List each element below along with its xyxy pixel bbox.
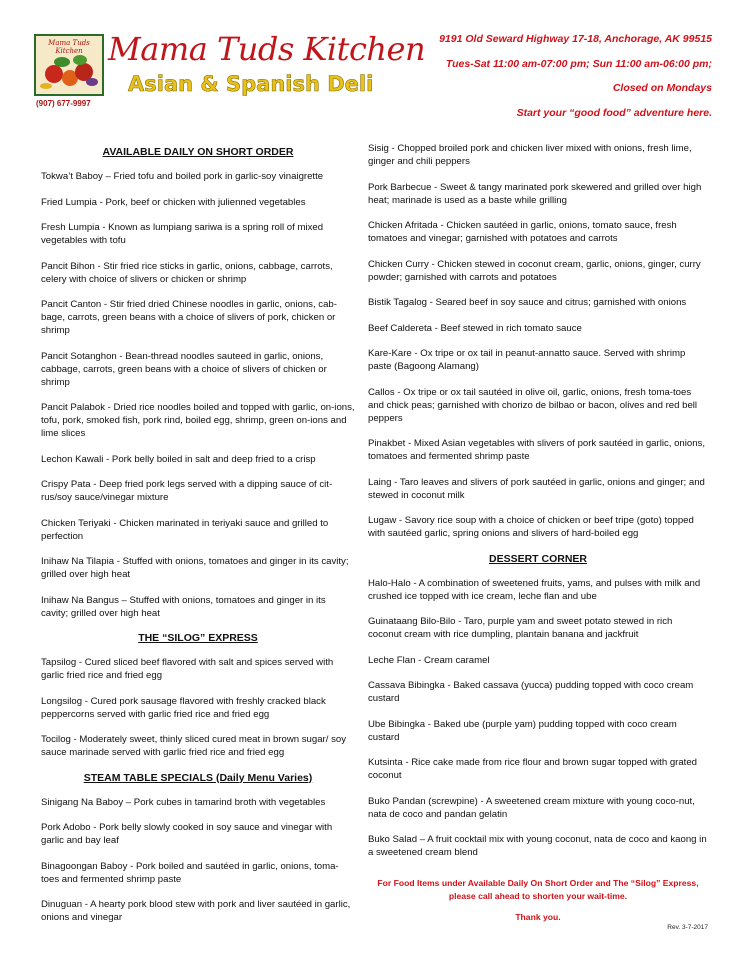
menu-item: Dinuguan - A hearty pork blood stew with pork and liver sautéed in garlic, onions and vinegar xyxy=(41,899,351,923)
closed-days: Closed on Mondays xyxy=(612,82,712,94)
menu-item: Cassava Bibingka - Baked cassava (yucca) pudding topped with coco cream custard xyxy=(368,680,694,704)
menu-item: Pancit Sotanghon - Bean-thread noodles sauteed in garlic, onions, cabbage, carrots, green beans with a choice of slivers of chicken or shrimp xyxy=(41,350,327,388)
menu-item: Kare-Kare - Ox tripe or ox tail in peanut-annatto sauce. Served with shrimp paste (Bagoong Alamang) xyxy=(368,348,686,372)
note-line-1: For Food Items under Available Daily On Short Order and The “Silog” Express, xyxy=(377,878,699,888)
silog-heading: THE “SILOG” EXPRESS xyxy=(138,632,258,644)
menu-item: Crispy Pata - Deep fried pork legs served with a dipping sauce of cit-rus/soy sauce/vinegar mixture xyxy=(41,479,333,503)
menu-item: Chicken Curry - Chicken stewed in coconut cream, garlic, onions, ginger, curry powder; garnished with carrots and potatoes xyxy=(368,258,701,283)
menu-item: Chicken Teriyaki - Chicken marinated in teriyaki sauce and grilled to perfection xyxy=(41,517,329,542)
hours: Tues-Sat 11:00 am-07:00 pm; Sun 11:00 am-06:00 pm; xyxy=(445,57,712,70)
menu-item: Pancit Palabok - Dried rice noodles boiled and topped with garlic, on-ions, tofu, pork, smoked fish, pork rind, boiled egg, shrimp, green on-ions and lime slices xyxy=(41,402,355,439)
menu-item: Laing - Taro leaves and slivers of pork sautéed in garlic, onions and ginger; and stewed in coconut milk xyxy=(368,476,705,501)
menu-item: Tapsilog - Cured sliced beef flavored with salt and spices served with garlic fried rice and fried egg xyxy=(41,657,334,681)
menu-item: Buko Pandan (screwpine) - A sweetened cream mixture with young coco-nut, nata de coco and pandan gelatin xyxy=(368,795,695,820)
menu-item: Tocilog - Moderately sweet, thinly sliced cured meat in brown sugar/ soy sauce marinade served with garlic fried rice and fried egg xyxy=(41,734,347,758)
thank-you: Thank you. xyxy=(515,912,561,922)
menu-item: Ube Bibingka - Baked ube (purple yam) pudding topped with coco cream custard xyxy=(368,718,677,743)
revision-date: Rev. 3-7-2017 xyxy=(667,924,708,931)
menu-item: Kutsinta - Rice cake made from rice flour and brown sugar topped with grated coconut xyxy=(368,757,698,781)
menu-item: Lechon Kawali - Pork belly boiled in salt and deep fried to a crisp xyxy=(41,453,316,465)
steam-table-heading: STEAM TABLE SPECIALS (Daily Menu Varies) xyxy=(83,771,313,784)
dessert-heading: DESSERT CORNER xyxy=(488,552,587,565)
menu-item: Fresh Lumpia - Known as lumpiang sariwa is a spring roll of mixed vegetables with tofu xyxy=(41,222,324,246)
logo xyxy=(34,34,104,96)
right-column xyxy=(368,142,708,872)
note-line-2: please call ahead to shorten your wait-time. xyxy=(448,890,628,901)
menu-item: Bistik Tagalog - Seared beef in soy sauce and citrus; garnished with onions xyxy=(368,297,687,308)
menu-item: Pork Barbecue - Sweet & tangy marinated pork skewered and grilled over high heat; marinade is used as a baste while grilling xyxy=(368,181,702,206)
vegetables-icon xyxy=(36,36,102,94)
menu-item: Leche Flan - Cream caramel xyxy=(368,654,490,666)
menu-item: Sinigang Na Baboy – Pork cubes in tamarind broth with vegetables xyxy=(41,796,326,808)
tagline: Start your “good food” adventure here. xyxy=(516,106,712,119)
menu-item: Beef Caldereta - Beef stewed in rich tomato sauce xyxy=(368,322,582,334)
menu-item: Halo-Halo - A combination of sweetened fruits, yams, and pulses with milk and crushed ice topped with ice cream, leche flan and ube xyxy=(368,577,701,602)
menu-item: Callos - Ox tripe or ox tail sautéed in olive oil, garlic, onions, fresh toma-toes and chick peas; garnished with chorizo de bilbao or bacon, olives and red bell peppers xyxy=(368,386,698,424)
menu-item: Pinakbet - Mixed Asian vegetables with slivers of pork sautéed in garlic, onions, tomatoes and fermented shrimp paste xyxy=(368,438,706,462)
contact-info xyxy=(382,32,712,130)
left-column xyxy=(41,140,355,937)
menu-item: Pancit Bihon - Stir fried rice sticks in garlic, onions, cabbage, carrots, celery with choice of slivers or chicken or shrimp xyxy=(41,260,333,285)
menu-item: Inihaw Na Tilapia - Stuffed with onions, tomatoes and ginger in its cavity; grilled over high heat xyxy=(41,556,349,580)
menu-item: Tokwa’t Baboy – Fried tofu and boiled pork in garlic-soy vinaigrette xyxy=(41,171,324,182)
logo-text: Mama Tuds Kitchen xyxy=(48,39,90,55)
address: 9191 Old Seward Highway 17-18, Anchorage, AK 99515 xyxy=(439,33,712,45)
short-order-heading: AVAILABLE DAILY ON SHORT ORDER xyxy=(102,146,294,158)
menu-item: Longsilog - Cured pork sausage flavored with freshly cracked black peppercorns served with garlic fried rice and fried egg xyxy=(41,695,326,720)
menu-item: Chicken Afritada - Chicken sautéed in garlic, onions, tomato sauce, fresh tomatoes and vinegar; garnished with potatoes and carrots xyxy=(368,220,677,244)
brand-subtitle: Asian & Spanish Deli xyxy=(128,72,374,96)
brand-title: Mama Tuds Kitchen xyxy=(108,30,426,68)
menu-item: Guinataang Bilo-Bilo - Taro, purple yam and sweet potato stewed in rich coconut cream with rice dumpling, plantain banana and jackfruit xyxy=(368,616,673,640)
menu-item: Pancit Canton - Stir fried dried Chinese noodles in garlic, onions, cab-bage, carrots, green beans with a choice of slivers of pork, chicken or shrimp xyxy=(41,299,337,336)
menu-item: Fried Lumpia - Pork, beef or chicken with julienned vegetables xyxy=(41,196,306,208)
menu-item: Inihaw Na Bangus – Stuffed with onions, tomatoes and ginger in its cavity; grilled over high heat xyxy=(41,594,326,619)
logo-phone: (907) 677-9997 xyxy=(36,99,91,108)
menu-item: Lugaw - Savory rice soup with a choice of chicken or beef tripe (goto) topped with sautéed garlic, spring onions and slivers of hard-boiled egg xyxy=(368,515,694,539)
menu-item: Sisig - Chopped broiled pork and chicken liver mixed with onions, fresh lime, ginger and chili peppers xyxy=(368,143,692,167)
call-ahead-note xyxy=(368,877,708,902)
menu-item: Pork Adobo - Pork belly slowly cooked in soy sauce and vinegar with garlic and bay leaf xyxy=(41,822,333,846)
menu-item: Binagoongan Baboy - Pork boiled and sautéed in garlic, onions, toma-toes and fermented shrimp paste xyxy=(41,860,339,885)
menu-item: Buko Salad – A fruit cocktail mix with young coconut, nata de coco and kaong in a sweetened cream blend xyxy=(368,834,707,858)
